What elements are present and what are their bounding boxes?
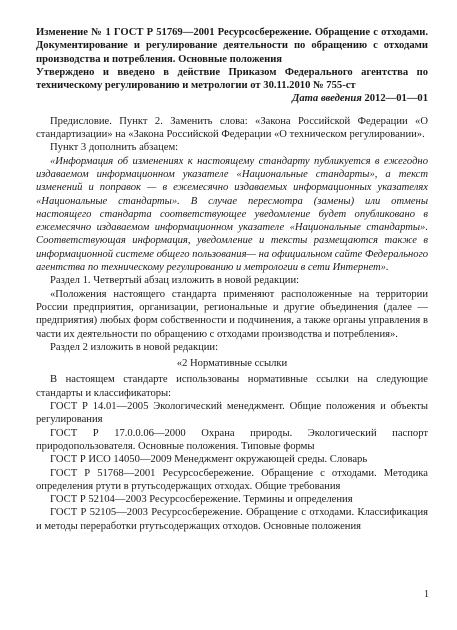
reference-item: ГОСТ Р 52104—2003 Ресурсосбережение. Термины и определения <box>50 494 353 506</box>
amendment-title: Изменение № 1 ГОСТ Р 51769—2001 Ресурсосбережение. Обращение с отходами. Документирование и регулирование деятельности по обращению с отходами производства и потребления. Основные положения <box>36 27 428 65</box>
paragraph-info-notice: «Информация об изменениях к настоящему стандарту публикуется в ежегодно издаваемом информационном указателе «Национальные стандарты», а текст изменений и поправок — в ежемесячно издаваемых информационных указателях «Национальные стандарты». В случае пересмотра (замены) или отмены настоящего стандарта соответствующее уведомление будет опубликовано в ежемесячно издаваемом информационном указателе «Национальные стандарты». Соответствующая информация, уведомление и тексты размещаются также в информационной системе общего пользования— на официальном сайте Федерального агентства по техническому регулированию и метрологии в сети Интернет». <box>36 155 428 274</box>
document-page <box>36 26 428 533</box>
reference-item: ГОСТ Р ИСО 14050—2009 Менеджмент окружающей среды. Словарь <box>50 454 368 466</box>
paragraph-item3: Пункт 3 дополнить абзацем: <box>50 142 179 154</box>
reference-item: ГОСТ Р 51768—2001 Ресурсосбережение. Обращение с отходами. Методика определения ртути в ртутьсодержащих отходах. Общие требования <box>36 467 428 492</box>
effective-date <box>36 92 428 105</box>
effective-date-label: Дата введения <box>292 93 362 105</box>
paragraph-section2: Раздел 2 изложить в новой редакции: <box>50 341 219 353</box>
section-heading: «2 Нормативные ссылки <box>176 358 288 370</box>
paragraph-provisions: «Положения настоящего стандарта применяют расположенные на территории России предприятия, организации, региональные и другие объединения (далее — предприятия) любых форм собственности и подчинения, а также органы управления в части их деятельности по обращению с отходами производства и потребления». <box>36 288 428 340</box>
paragraph-section1: Раздел 1. Четвертый абзац изложить в новой редакции: <box>50 275 300 287</box>
reference-item: ГОСТ Р 14.01—2005 Экологический менеджмент. Общие положения и объекты регулирования <box>36 401 428 426</box>
paragraph-preface: Предисловие. Пункт 2. Заменить слова: «Закона Российской Федерации «О стандартизации» на «Закона Российской Федерации «О техническом регулировании». <box>36 115 428 141</box>
reference-item: ГОСТ Р 17.0.0.06—2000 Охрана природы. Экологический паспорт природопользователя. Основные положения. Типовые формы <box>36 427 428 452</box>
approval-statement: Утверждено и введено в действие Приказом Федерального агентства по техническому регулированию и метрологии от 30.11.2010 № 755-ст <box>36 66 428 92</box>
effective-date-value: 2012—01—01 <box>364 93 428 105</box>
reference-item: ГОСТ Р 52105—2003 Ресурсосбережение. Обращение с отходами. Классификация и методы переработки ртутьсодержащих отходов. Основные положения <box>36 507 428 532</box>
page-number: 1 <box>424 589 429 600</box>
paragraph-refs-intro: В настоящем стандарте использованы нормативные ссылки на следующие стандарты и классификаторы: <box>36 374 428 399</box>
